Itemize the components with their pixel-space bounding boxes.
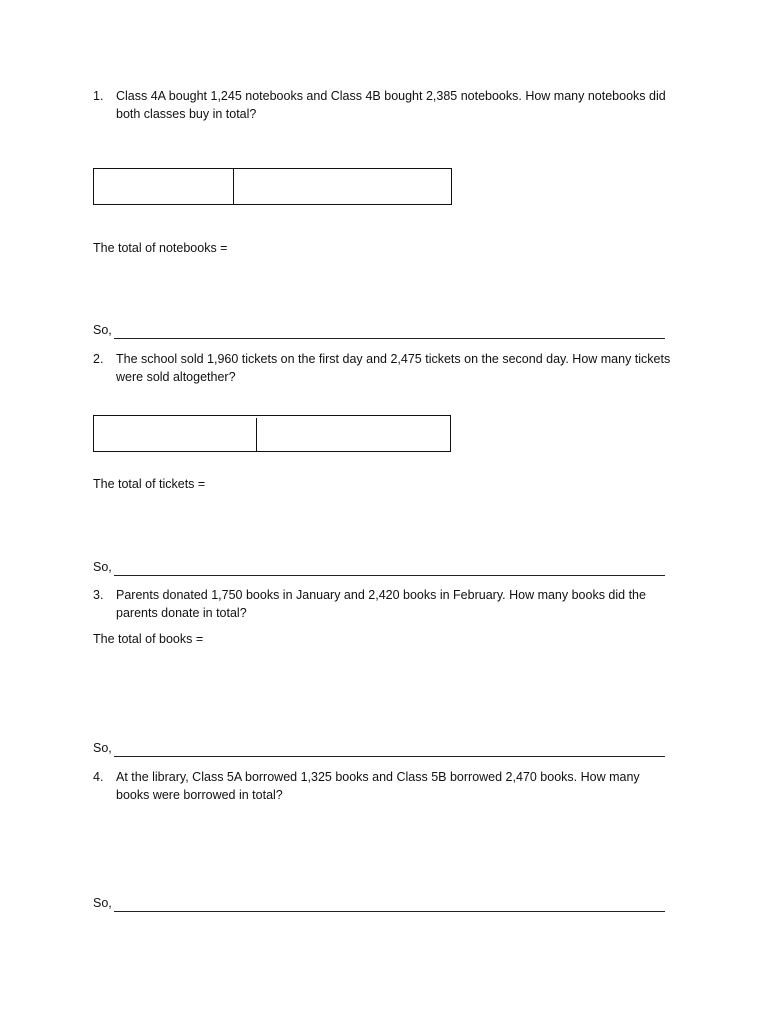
question-text: Parents donated 1,750 books in January and 2,420 books in February. How many books did the parents donate in total? (116, 588, 646, 620)
answer-line[interactable] (93, 896, 665, 914)
question-text: Class 4A bought 1,245 notebooks and Class 4B bought 2,385 notebooks. How many notebooks did both classes buy in total? (116, 89, 666, 121)
so-label: So, (93, 323, 112, 337)
total-label: The total of tickets = (93, 477, 206, 491)
bar-model-box (93, 415, 451, 452)
answer-underline (114, 575, 665, 576)
answer-line[interactable] (93, 560, 665, 578)
so-label: So, (93, 741, 112, 755)
answer-underline (114, 911, 665, 912)
answer-line[interactable] (93, 741, 665, 759)
question-number: 1. (93, 89, 104, 103)
question-text: The school sold 1,960 tickets on the first day and 2,475 tickets on the second day. How many tickets were sold altogether? (116, 352, 671, 384)
bar-model-divider (233, 169, 234, 204)
answer-underline (114, 756, 665, 757)
bar-model-divider (256, 418, 257, 451)
question-text: At the library, Class 5A borrowed 1,325 books and Class 5B borrowed 2,470 books. How many books were borrowed in total? (116, 770, 640, 802)
question-number: 4. (93, 770, 104, 784)
so-label: So, (93, 896, 112, 910)
answer-underline (114, 338, 665, 339)
total-label: The total of books = (93, 632, 204, 646)
so-label: So, (93, 560, 112, 574)
bar-model-box (93, 168, 452, 205)
question-number: 3. (93, 588, 104, 602)
answer-line[interactable] (93, 323, 665, 341)
total-label: The total of notebooks = (93, 241, 228, 255)
question-number: 2. (93, 352, 104, 366)
